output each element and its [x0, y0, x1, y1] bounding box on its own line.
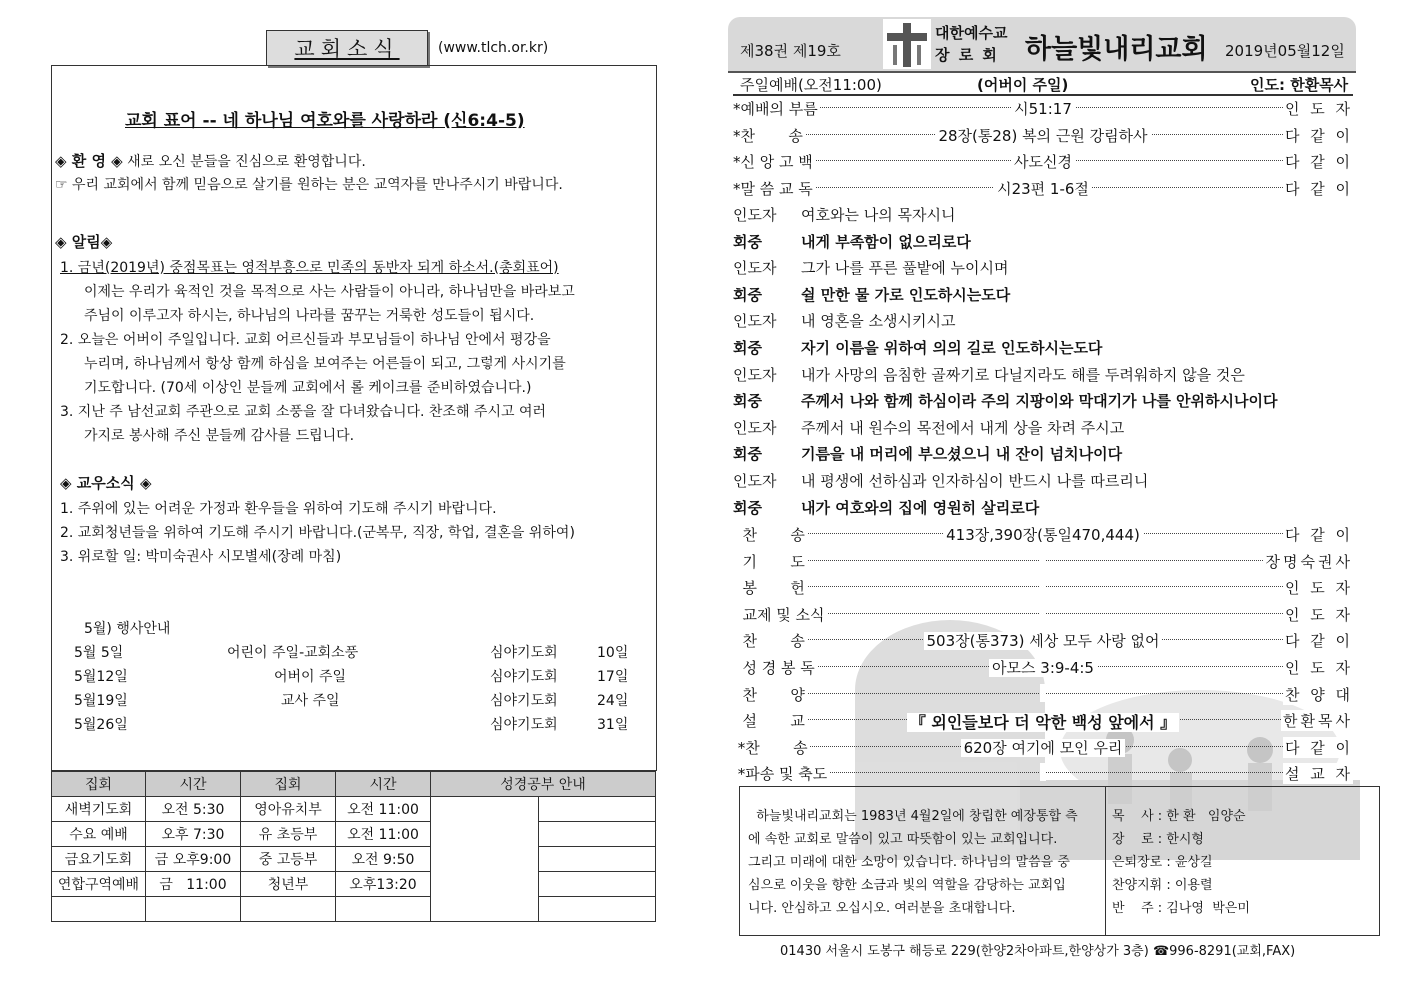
- table-row: [52, 897, 656, 922]
- order-content: 시23편 1-6절: [994, 180, 1092, 198]
- order-responsible: 다 같 이: [1284, 632, 1353, 651]
- intro-line: 에 속한 교회로 말씀이 있고 따뜻함이 있는 교회입니다.: [748, 832, 1058, 847]
- col-header: 시간: [336, 772, 431, 797]
- reading-text: 내 영혼을 소생시키시고: [801, 312, 956, 331]
- table-cell: [52, 897, 146, 922]
- order-content-wrap: [733, 151, 1353, 172]
- order-content: [1040, 604, 1046, 622]
- table-cell: [539, 822, 656, 847]
- notice-line: 기도합니다. (70세 이상인 분들께 교회에서 롤 케이크를 준비하였습니다.): [84, 380, 532, 396]
- worship-order-row: [733, 684, 1353, 706]
- service-leader: 인도: 한환목사: [1250, 76, 1349, 94]
- reader-role: 회중: [733, 498, 762, 517]
- order-responsible: 다 같 이: [1284, 179, 1353, 198]
- table-row: [52, 797, 656, 822]
- responsive-line: [733, 497, 1039, 518]
- worship-order-row: [733, 98, 1353, 120]
- notice-header: ◈ 알림◈: [55, 233, 113, 251]
- reading-text: 여호와는 나의 목자시니: [801, 206, 956, 224]
- order-content: 413장,390장(통일470,444): [943, 526, 1143, 544]
- order-content-wrap: [733, 551, 1353, 569]
- news-box: [51, 65, 657, 771]
- order-content-wrap: [733, 710, 1353, 733]
- staff-line: 목 사 : 한 환 임양순: [1112, 809, 1246, 824]
- reading-text: 내 평생에 선하심과 인자하심이 반드시 나를 따르리니: [801, 472, 1149, 490]
- order-content-wrap: [733, 125, 1353, 146]
- order-content: 28장(통28) 복의 근원 강림하사: [935, 127, 1150, 145]
- order-content-wrap: [733, 524, 1353, 545]
- table-cell: [336, 897, 431, 922]
- event-date: 5월12일: [74, 669, 128, 685]
- table-cell: 수요 예배: [52, 822, 146, 847]
- church-intro: [748, 805, 1098, 920]
- event-prayer: 심야기도회: [490, 693, 558, 709]
- table-cell: 유 초등부: [241, 822, 336, 847]
- denomination-line1: 대한예수교: [935, 24, 1008, 42]
- responsive-line: [733, 470, 1148, 491]
- responsive-line: [733, 390, 1277, 411]
- order-content: 아모스 3:9-4:5: [989, 659, 1097, 677]
- col-header: 성경공부 안내: [431, 772, 656, 797]
- welcome-invite: ☞ 우리 교회에서 함께 믿음으로 살기를 원하는 분은 교역자를 만나주시기 바랍니다.: [55, 177, 563, 193]
- order-content: 사도신경: [1011, 153, 1075, 171]
- order-label: 찬 송: [733, 632, 805, 651]
- staff-line: 반 주 : 김나영 박은미: [1112, 901, 1250, 916]
- reader-role: 회중: [733, 232, 762, 251]
- table-cell: 금요기도회: [52, 847, 146, 872]
- order-content-wrap: [733, 657, 1353, 678]
- affairs-line: 3. 위로할 일: 박미숙권사 시모별세(장례 마침): [60, 549, 342, 565]
- worship-order-row: [733, 524, 1353, 546]
- order-responsible: 인 도 자: [1284, 605, 1353, 624]
- table-cell: 중 고등부: [241, 847, 336, 872]
- table-cell: [539, 897, 656, 922]
- responsive-line: [733, 231, 971, 252]
- notice-line: 2. 오늘은 어버이 주일입니다. 교회 어르신들과 부모님들이 하나님 안에서 평강을: [60, 332, 551, 348]
- table-cell: 새벽기도회: [52, 797, 146, 822]
- responsive-line: [733, 204, 955, 225]
- info-divider: [1105, 787, 1106, 935]
- order-label: 설 교: [733, 712, 805, 731]
- reading-text: 쉴 만한 물 가로 인도하시는도다: [801, 285, 1011, 304]
- order-responsible: 다 같 이: [1284, 738, 1353, 757]
- reader-role: 인도자: [733, 472, 777, 490]
- order-label: *신 앙 고 백: [733, 153, 813, 171]
- table-cell: 오전 9:50: [336, 847, 431, 872]
- event-day: 24일: [597, 693, 629, 709]
- order-responsible: 한환목사: [1283, 712, 1353, 731]
- order-content: [1040, 684, 1046, 702]
- events-title: 5월) 행사안내: [84, 621, 171, 637]
- reading-text: 그가 나를 푸른 풀밭에 누이시며: [801, 259, 1009, 278]
- header-divider: [733, 94, 1353, 96]
- order-content-wrap: [733, 178, 1353, 199]
- worship-order-row: [733, 577, 1353, 599]
- order-content: 시51:17: [1011, 100, 1075, 118]
- notice-line: 3. 지난 주 남선교회 주관으로 교회 소풍을 잘 다녀왔습니다. 찬조해 주시고 여러: [60, 404, 547, 420]
- service-time: 주일예배(오전11:00): [740, 76, 882, 94]
- order-label: 교제 및 소식: [733, 605, 825, 624]
- event-name: 교사 주일: [281, 693, 340, 709]
- reader-role: 회중: [733, 392, 762, 411]
- volume-number: 제38권 제19호: [740, 42, 841, 60]
- church-name: 하늘빛내리교회: [1025, 34, 1208, 65]
- notice-line: 이제는 우리가 육적인 것을 목적으로 사는 사람들이 아니라, 하나님만을 바라보고: [84, 284, 575, 300]
- bulletin-header-banner: [728, 17, 1356, 73]
- reader-role: 회중: [733, 285, 762, 304]
- church-address-footer: 01430 서울시 도봉구 해등로 229(한양2차아파트,한양상가 3층) ☎996-8291(교회,FAX): [780, 944, 1296, 959]
- table-cell: 영아유치부: [241, 797, 336, 822]
- responsive-line: [733, 310, 955, 331]
- church-motto: 교회 표어 -- 네 하나님 여호와를 사랑하라 (신6:4-5): [125, 111, 525, 131]
- news-title-text: 교회소식: [294, 37, 400, 61]
- staff-line: 장 로 : 한시형: [1112, 832, 1204, 847]
- service-title: (어버이 주일): [977, 76, 1069, 94]
- table-row: [52, 847, 656, 872]
- welcome-line: [55, 150, 366, 171]
- order-content: [1040, 763, 1046, 781]
- order-label: 봉 헌: [733, 579, 805, 598]
- notice-line: 1. 금년(2019년) 중점목표는 영적부흥으로 민족의 동반자 되게 하소서.(총회표어): [60, 260, 559, 276]
- event-date: 5월26일: [74, 717, 128, 733]
- order-label: *파송 및 축도: [733, 765, 828, 784]
- order-responsible: 다 같 이: [1284, 526, 1353, 544]
- notice-line: 누리며, 하나님께서 항상 함께 하심을 보여주는 어른들이 되고, 그렇게 사시기를: [84, 356, 566, 372]
- event-date: 5월 5일: [74, 645, 124, 661]
- worship-order-row: [733, 178, 1353, 200]
- church-info-box: [739, 786, 1380, 936]
- table-cell: [539, 847, 656, 872]
- table-header-row: [52, 772, 656, 797]
- worship-order-row: [733, 737, 1353, 759]
- order-responsible: 인 도 자: [1284, 659, 1353, 677]
- responsive-line: [733, 443, 1122, 464]
- staff-line: 찬양지휘 : 이용렬: [1112, 878, 1213, 893]
- order-content: 620장 여기에 모인 우리: [961, 739, 1126, 757]
- worship-order-row: [733, 604, 1353, 626]
- reading-text: 자기 이름을 위하여 의의 길로 인도하시는도다: [801, 339, 1103, 357]
- order-responsible: 인 도 자: [1284, 100, 1353, 118]
- responsive-line: [733, 257, 1008, 278]
- staff-line: 은퇴장로 : 윤상길: [1112, 855, 1213, 870]
- worship-order-row: [733, 551, 1353, 573]
- order-responsible: 인 도 자: [1284, 579, 1353, 598]
- table-cell: 오전 11:00: [336, 822, 431, 847]
- order-label: 성 경 봉 독: [733, 659, 815, 677]
- bulletin-news-title: [266, 30, 428, 66]
- order-responsible: 설 교 자: [1284, 765, 1353, 784]
- responsive-line: [733, 417, 1124, 438]
- study-cell: [431, 797, 539, 922]
- table-cell: [539, 872, 656, 897]
- reader-role: 회중: [733, 445, 762, 464]
- intro-line: 하늘빛내리교회는 1983년 4월2일에 창립한 예장통합 측: [748, 809, 1078, 824]
- event-prayer: 심야기도회: [490, 669, 558, 685]
- website-url: (www.tlch.or.kr): [438, 40, 549, 56]
- reading-text: 내게 부족함이 없으리로다: [801, 232, 971, 251]
- reading-text: 주께서 나와 함께 하심이라 주의 지팡이와 막대기가 나를 안위하시나이다: [801, 392, 1278, 411]
- worship-order-row: [733, 151, 1353, 173]
- responsive-line: [733, 364, 1245, 385]
- affairs-header: ◈ 교우소식 ◈: [60, 474, 152, 492]
- order-content: 『 외인들보다 더 악한 백성 앞에서 』: [907, 713, 1179, 732]
- table-cell: 청년부: [241, 872, 336, 897]
- worship-order-row: [733, 630, 1353, 652]
- order-label: 찬 양: [733, 685, 805, 704]
- table-row: [52, 872, 656, 897]
- table-cell: [241, 897, 336, 922]
- reader-role: 인도자: [733, 206, 777, 224]
- staff-list: [1112, 805, 1250, 920]
- table-cell: 오후13:20: [336, 872, 431, 897]
- worship-order-row: [733, 763, 1353, 785]
- bulletin-date: 2019년05월12일: [1225, 42, 1345, 60]
- order-label: *찬 송: [733, 738, 808, 757]
- col-header: 집회: [241, 772, 336, 797]
- welcome-header: ◈ 환 영 ◈: [55, 152, 123, 170]
- notice-line: 가지로 봉사해 주신 분들께 감사를 드립니다.: [84, 428, 355, 444]
- meeting-schedule-table: [51, 771, 656, 922]
- event-name: 어버이 주일: [274, 669, 347, 685]
- table-cell: [539, 797, 656, 822]
- table-cell: 연합구역예배: [52, 872, 146, 897]
- reader-role: 인도자: [733, 312, 777, 331]
- order-content-wrap: [733, 737, 1353, 758]
- order-content: [1040, 577, 1046, 595]
- reading-text: 기름을 내 머리에 부으셨으니 내 잔이 넘치나이다: [801, 445, 1123, 464]
- reader-role: 인도자: [733, 418, 777, 437]
- order-content: [1040, 551, 1046, 569]
- order-responsible: 다 같 이: [1284, 153, 1353, 171]
- reading-text: 주께서 내 원수의 목전에서 내게 상을 차려 주시고: [801, 418, 1125, 437]
- table-row: [52, 822, 656, 847]
- order-responsible: 다 같 이: [1284, 126, 1353, 145]
- intro-line: 심으로 이웃을 향한 소금과 빛의 역할을 감당하는 교회입: [748, 878, 1066, 893]
- event-prayer: 심야기도회: [490, 717, 558, 733]
- order-content-wrap: [733, 684, 1353, 702]
- notice-line: 주님이 이루고자 하시는, 하나님의 나라를 꿈꾸는 거룩한 성도들이 됩시다.: [84, 308, 535, 324]
- reader-role: 인도자: [733, 259, 777, 278]
- order-label: *말 씀 교 독: [733, 179, 813, 198]
- event-prayer: 심야기도회: [490, 645, 558, 661]
- worship-order-row: [733, 710, 1353, 732]
- order-label: 기 도: [733, 552, 805, 571]
- order-label: 찬 송: [733, 526, 805, 544]
- table-cell: 오후 7:30: [146, 822, 241, 847]
- event-day: 31일: [597, 717, 629, 733]
- order-content: 503장(통373) 세상 모두 사랑 없어: [924, 632, 1163, 650]
- event-day: 10일: [597, 645, 629, 661]
- event-date: 5월19일: [74, 693, 128, 709]
- worship-order-row: [733, 125, 1353, 147]
- worship-order-row: [733, 657, 1353, 679]
- reader-role: 회중: [733, 339, 762, 357]
- event-name: 어린이 주일-교회소풍: [227, 645, 359, 661]
- welcome-text: 새로 오신 분들을 진심으로 환영합니다.: [122, 154, 366, 170]
- cross-logo-icon: [883, 19, 931, 69]
- reader-role: 인도자: [733, 365, 777, 384]
- table-cell: 오전 11:00: [336, 797, 431, 822]
- event-day: 17일: [597, 669, 629, 685]
- reading-text: 내가 여호와의 집에 영원히 살리로다: [801, 498, 1040, 517]
- affairs-line: 2. 교회청년들을 위하여 기도해 주시기 바랍니다.(군복무, 직장, 학업, 결혼을 위하여): [60, 525, 575, 541]
- intro-line: 니다. 안심하고 오십시오. 여러분을 초대합니다.: [748, 901, 1016, 916]
- table-cell: 금 오후9:00: [146, 847, 241, 872]
- col-header: 집회: [52, 772, 146, 797]
- affairs-line: 1. 주위에 있는 어려운 가정과 환우들을 위하여 기도해 주시기 바랍니다.: [60, 501, 497, 517]
- responsive-line: [733, 337, 1102, 358]
- table-cell: 금 11:00: [146, 872, 241, 897]
- order-content-wrap: [733, 630, 1353, 651]
- responsive-line: [733, 284, 1010, 305]
- col-header: 시간: [146, 772, 241, 797]
- reading-text: 내가 사망의 음침한 골짜기로 다닐지라도 해를 두려워하지 않을 것은: [801, 365, 1245, 384]
- intro-line: 그리고 미래에 대한 소망이 있습니다. 하나님의 말씀을 중: [748, 855, 1070, 870]
- order-responsible: 장명숙권사: [1265, 552, 1353, 571]
- table-cell: 오전 5:30: [146, 797, 241, 822]
- order-label: *예배의 부름: [733, 100, 818, 118]
- order-label: *찬 송: [733, 126, 803, 145]
- order-responsible: 찬 양 대: [1284, 685, 1353, 704]
- order-content-wrap: [733, 98, 1353, 119]
- table-cell: [146, 897, 241, 922]
- denomination-line2: 장 로 회: [935, 46, 999, 64]
- order-content-wrap: [733, 577, 1353, 595]
